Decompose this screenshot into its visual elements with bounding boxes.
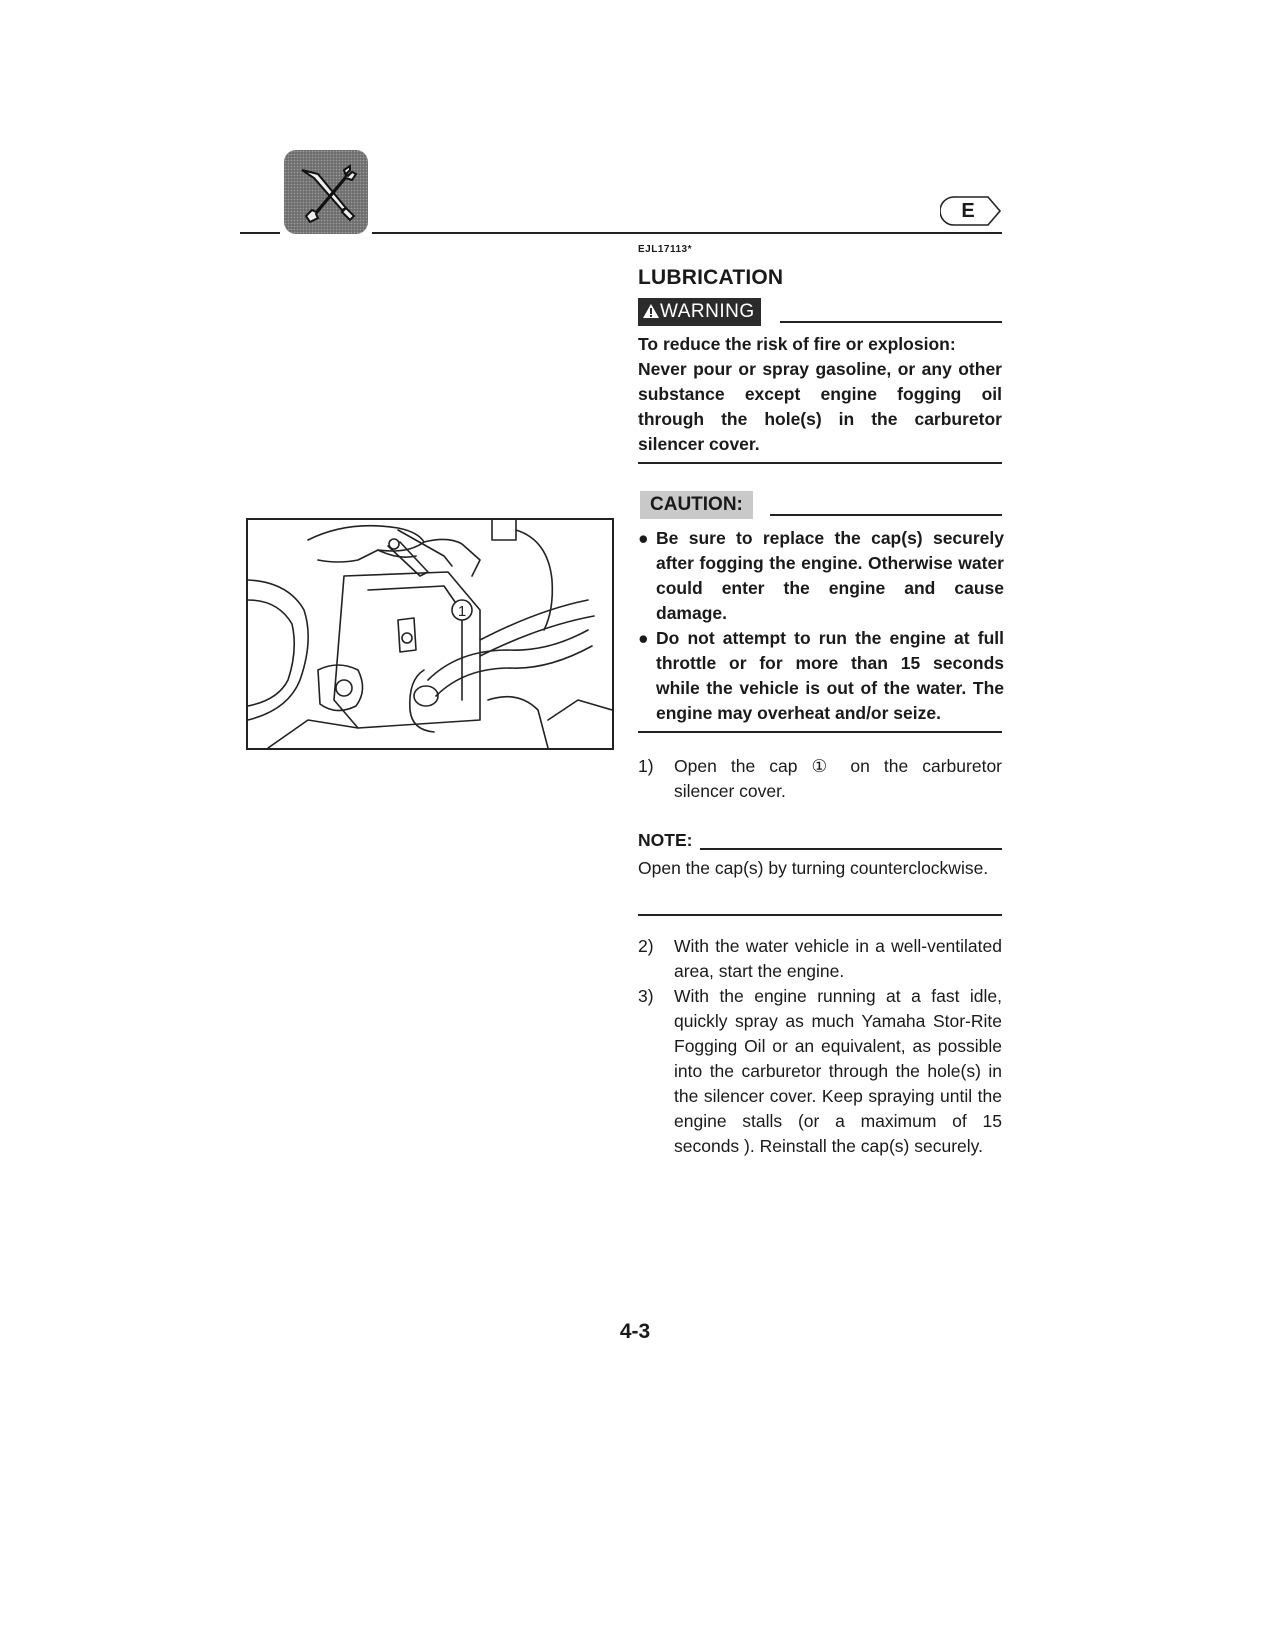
- illustration-callout: 1: [457, 603, 467, 620]
- warning-end-rule: [638, 462, 1002, 464]
- step-number: 2): [638, 936, 654, 956]
- caution-item: [638, 626, 1004, 726]
- language-badge: E: [961, 200, 975, 222]
- engine-drawing: [248, 520, 612, 748]
- step-text: With the water vehicle in a well-ventilated area, start the engine.: [674, 936, 1002, 981]
- page-number: 4-3: [619, 1320, 651, 1343]
- section-code: EJL17113*: [638, 244, 692, 255]
- caution-item: [638, 526, 1004, 626]
- caution-item-text: Be sure to replace the cap(s) securely after fogging the engine. Otherwise water could enter the engine and cause damage.: [656, 528, 1004, 623]
- header-rule-right: [372, 232, 1002, 234]
- note-label: NOTE:: [638, 830, 693, 850]
- step-number: 1): [638, 756, 654, 776]
- bullet-icon: ●: [638, 628, 649, 648]
- step-number: 3): [638, 986, 654, 1006]
- warning-body: [638, 332, 1002, 457]
- warning-label: [638, 298, 761, 326]
- caution-label: CAUTION:: [640, 491, 753, 519]
- step-text: With the engine running at a fast idle, quickly spray as much Yamaha Stor-Rite Fogging Oil or an equivalent, as possible into the carburetor through the hole(s) in the silencer cover. Keep spraying until the engine stalls (or a maximum of 15 seconds ). Reinstall the cap(s) securely.: [674, 986, 1002, 1156]
- caution-item-text: Do not attempt to run the engine at full throttle or for more than 15 seconds while the vehicle is out of the water. The engine may overheat and/or seize.: [656, 628, 1004, 723]
- section-title: LUBRICATION: [638, 266, 784, 289]
- wrench-screwdriver-icon: [284, 150, 368, 234]
- engine-illustration: [246, 518, 614, 750]
- note-body: Open the cap(s) by turning counterclockwise.: [638, 858, 989, 878]
- step-text: Open the cap ① on the carburetor silencer cover.: [674, 756, 1002, 801]
- bullet-icon: ●: [638, 528, 649, 548]
- warning-line: To reduce the risk of fire or explosion:: [638, 334, 956, 354]
- caution-list: [638, 526, 1004, 726]
- caution-rule: [770, 514, 1002, 516]
- warning-label-text: WARNING: [660, 301, 755, 322]
- caution-end-rule: [638, 731, 1002, 733]
- warning-line: Never pour or spray gasoline, or any other substance except engine fogging oil through the hole(s) in the carburetor silencer cover.: [638, 359, 1002, 454]
- note-rule: [700, 848, 1002, 850]
- header-rule-left: [240, 232, 280, 234]
- note-end-rule: [638, 914, 1002, 916]
- warning-rule: [780, 321, 1002, 323]
- warning-triangle-icon: [642, 303, 660, 319]
